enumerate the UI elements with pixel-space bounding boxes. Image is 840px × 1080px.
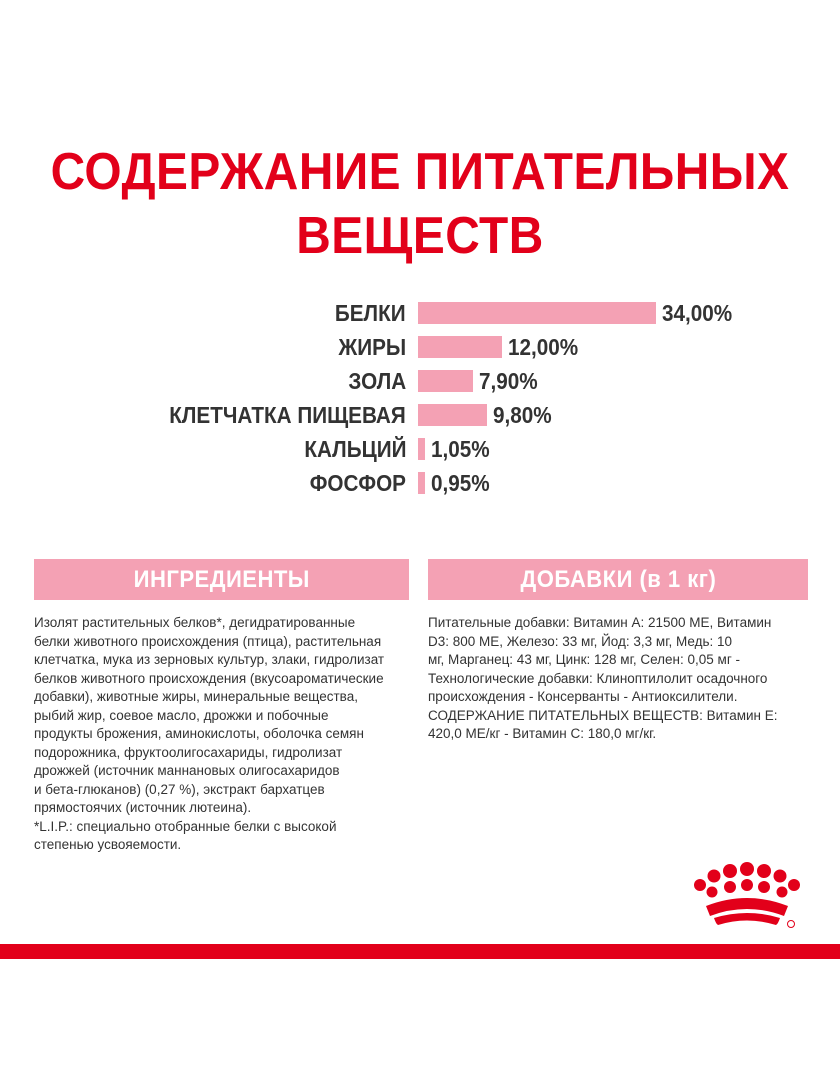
ingredients-header-label: ИНГРЕДИЕНТЫ	[133, 566, 310, 593]
title-line-1: СОДЕРЖАНИЕ ПИТАТЕЛЬНЫХ	[50, 143, 790, 201]
additives-header-label: ДОБАВКИ (в 1 кг)	[520, 566, 716, 593]
nutrient-bar-chart	[0, 296, 840, 506]
chart-value-label: 0,95%	[430, 470, 490, 496]
chart-row	[0, 432, 840, 466]
chart-value-label: 1,05%	[431, 436, 491, 462]
chart-category-label: ЖИРЫ	[338, 334, 406, 360]
chart-category-label: ФОСФОР	[309, 470, 406, 496]
chart-category-label: КЛЕТЧАТКА ПИЩЕВАЯ	[169, 402, 406, 428]
chart-bar	[418, 438, 425, 460]
chart-bar	[418, 404, 487, 426]
chart-bar	[418, 302, 656, 324]
additives-text: Питательные добавки: Витамин А: 21500 МЕ, Витамин D3: 800 МЕ, Железо: 33 мг, Йод: 3,3 мг, Медь: 10 мг, Марганец: 43 мг, Цинк: 128 мг, Селен: 0,05 мг - Технологические добавки: Клиноптилолит осадочного происхождения - Консерванты - Антиоксилители. СОДЕРЖАНИЕ ПИТАТЕЛЬНЫХ ВЕЩЕСТВ: Витамин Е: 420,0 МЕ/кг - Витамин С: 180,0 мг/кг.	[428, 615, 778, 741]
ingredients-header	[34, 559, 409, 600]
chart-category-label: БЕЛКИ	[335, 300, 406, 326]
chart-bar	[418, 472, 425, 494]
chart-value-label: 12,00%	[508, 334, 579, 360]
bottom-brand-band	[0, 944, 840, 959]
title-line-2: ВЕЩЕСТВ	[296, 207, 544, 265]
chart-row	[0, 364, 840, 398]
chart-category-label: КАЛЬЦИЙ	[303, 436, 406, 462]
chart-category-label: ЗОЛА	[348, 368, 406, 394]
crown-logo-icon	[692, 862, 802, 932]
chart-row	[0, 330, 840, 364]
chart-bar	[418, 336, 502, 358]
chart-row	[0, 296, 840, 330]
ingredients-text: Изолят растительных белков*, дегидратированные белки животного происхождения (птица), растительная клетчатка, мука из зерновых культур, злаки, гидролизат белков животного происхождения (вкусоароматические добавки), животные жиры, минеральные вещества, рыбий жир, соевое масло, дрожжи и побочные продукты брожения, аминокислоты, оболочка семян подорожника, фруктоолигосахариды, гидролизат дрожжей (источник маннановых олигосахаридов и бета-глюканов) (0,27 %), экстракт бархатцев прямостоячих (источник лютеина). *L.I.P.: специально отобранные белки с высокой степенью усвояемости.	[34, 615, 385, 852]
chart-bar	[418, 370, 473, 392]
chart-row	[0, 466, 840, 500]
chart-row	[0, 398, 840, 432]
page-title	[34, 140, 807, 268]
additives-header	[428, 559, 808, 600]
chart-value-label: 34,00%	[662, 300, 733, 326]
chart-value-label: 9,80%	[492, 402, 552, 428]
chart-value-label: 7,90%	[479, 368, 538, 394]
